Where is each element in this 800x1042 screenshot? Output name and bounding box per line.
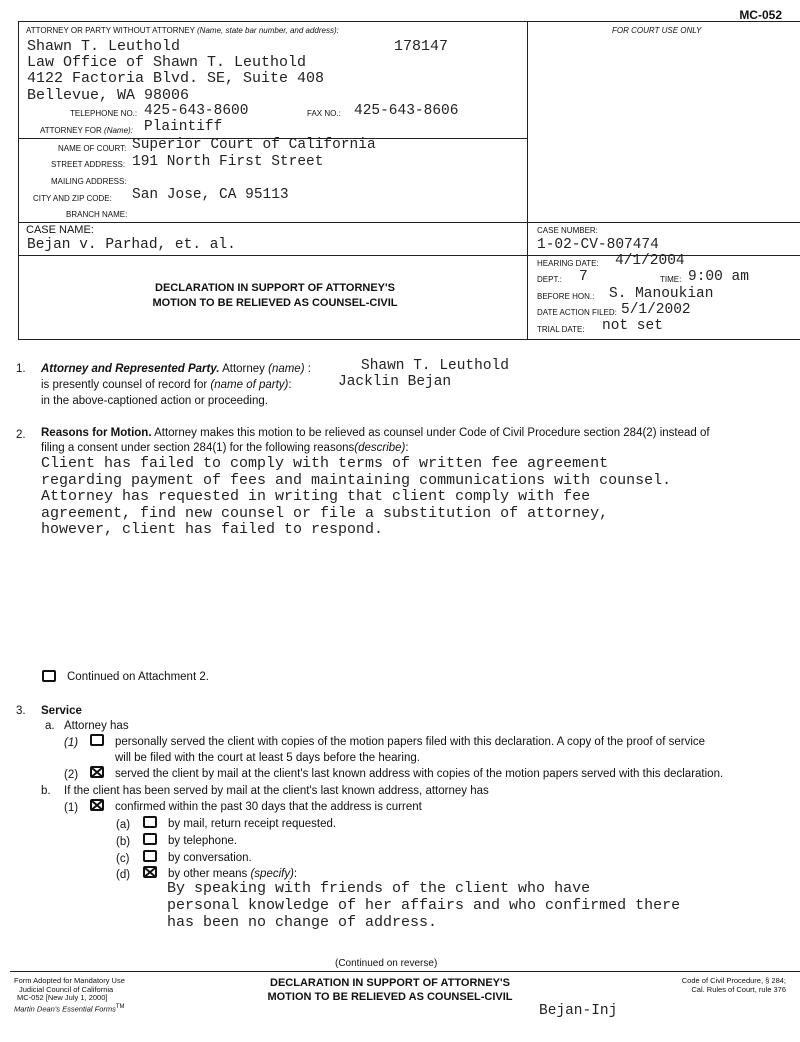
document-stamp: Bejan-Inj — [539, 1003, 618, 1019]
section-3bd-text: by other means (specify): — [168, 868, 298, 880]
section-3bc-text: by conversation. — [168, 852, 252, 864]
address-confirmed-checkbox[interactable] — [90, 799, 104, 811]
section-3b1-text: confirmed within the past 30 days that the address is current — [115, 801, 422, 813]
section-1-number: 1. — [16, 363, 26, 375]
by-other-means-checkbox[interactable] — [143, 866, 157, 878]
section-3bb-text: by telephone. — [168, 835, 238, 847]
section-1-party-name: Jacklin Bejan — [338, 374, 452, 390]
firm-name: Law Office of Shawn T. Leuthold — [27, 54, 307, 71]
section-3b-label: b. — [41, 785, 51, 797]
attorney-for-label: ATTORNEY FOR (Name): — [40, 126, 133, 135]
by-mail-checkbox[interactable] — [143, 816, 157, 828]
continued-checkbox[interactable] — [42, 670, 56, 682]
section-1-line-3: in the above-captioned action or proceeding. — [41, 395, 268, 407]
section-3bd-number: (d) — [116, 869, 131, 881]
attorney-name: Shawn T. Leuthold — [27, 38, 181, 55]
section-3a2-text: served the client by mail at the client's last known address with copies of the motion papers served with this declaration. — [115, 768, 724, 780]
continued-on-reverse: (Continued on reverse) — [335, 958, 438, 969]
hearing-date-value: 4/1/2004 — [615, 253, 685, 269]
case-name-value: Bejan v. Parhad, et. al. — [27, 237, 236, 253]
address-line-1: 4122 Factoria Blvd. SE, Suite 408 — [27, 70, 325, 87]
attorney-label: ATTORNEY OR PARTY WITHOUT ATTORNEY (Name, state bar number, and address): — [26, 26, 339, 35]
branch-label: BRANCH NAME: — [66, 210, 128, 219]
section-3-heading: Service — [41, 705, 82, 717]
street-value: 191 North First Street — [132, 154, 324, 170]
section-1-line-1: Attorney and Represented Party. Attorney (name) : — [41, 363, 311, 375]
section-1-line-2: is presently counsel of record for (name of party): — [41, 379, 292, 391]
section-2-number: 2. — [16, 429, 26, 441]
trial-date-label: TRIAL DATE: — [537, 325, 585, 334]
section-3bc-number: (c) — [116, 853, 130, 865]
section-3a-label: a. — [45, 720, 55, 732]
continued-label: Continued on Attachment 2. — [67, 671, 209, 683]
section-3a-text: Attorney has — [64, 720, 129, 732]
date-filed-value: 5/1/2002 — [621, 302, 691, 318]
time-label: TIME: — [660, 275, 682, 284]
street-label: STREET ADDRESS: — [51, 160, 126, 169]
form-code: MC-052 — [739, 8, 782, 22]
section-2-line-2: filing a consent under section 284(1) for the following reasons(describe): — [41, 442, 409, 454]
personal-service-checkbox[interactable] — [90, 734, 104, 746]
dept-value: 7 — [579, 269, 588, 285]
case-name-label: CASE NAME: — [26, 224, 94, 236]
section-1-attorney-name: Shawn T. Leuthold — [361, 358, 509, 374]
section-3a2-number: (2) — [64, 769, 79, 781]
section-3ba-number: (a) — [116, 819, 131, 831]
section-2-reasons: Client has failed to comply with terms of written fee agreement regarding payment of fees and maintaining communications with counsel. Attorney has requested in writing that client comply with fee agreement, find new counsel or file a substitution of attorney, however, client has failed to respond. — [41, 455, 672, 538]
form-title: DECLARATION IN SUPPORT OF ATTORNEY'S MOTION TO BE RELIEVED AS COUNSEL-CIVIL — [152, 282, 398, 309]
section-3a1-number: (1) — [64, 737, 79, 749]
by-conversation-checkbox[interactable] — [143, 850, 157, 862]
case-number-label: CASE NUMBER: — [537, 226, 598, 235]
mailing-label: MAILING ADDRESS: — [51, 177, 127, 186]
before-hon-label: BEFORE HON.: — [537, 292, 595, 301]
section-3b-text: If the client has been served by mail at the client's last known address, attorney has — [64, 785, 489, 797]
trial-date-value: not set — [602, 318, 663, 334]
mail-service-checkbox[interactable] — [90, 766, 104, 778]
city-label: CITY AND ZIP CODE: — [33, 194, 112, 203]
court-name-label: NAME OF COURT: — [58, 144, 127, 153]
section-3-number: 3. — [16, 705, 26, 717]
other-means-text: By speaking with friends of the client who have personal knowledge of her affairs and who confirmed there has been no change of address. — [167, 880, 681, 931]
city-value: San Jose, CA 95113 — [132, 187, 289, 203]
bar-number: 178147 — [394, 38, 449, 55]
court-use-label: FOR COURT USE ONLY — [612, 26, 702, 35]
telephone-label: TELEPHONE NO.: — [70, 109, 138, 118]
footer-title: DECLARATION IN SUPPORT OF ATTORNEY'S MOTION TO BE RELIEVED AS COUNSEL-CIVIL — [267, 977, 513, 1003]
time-value: 9:00 am — [688, 269, 749, 285]
by-telephone-checkbox[interactable] — [143, 833, 157, 845]
section-2-line-1: Reasons for Motion. Attorney makes this motion to be relieved as counsel under Code of Civil Procedure section 284(2) instead of — [41, 427, 710, 439]
attorney-for-value: Plaintiff — [144, 119, 223, 135]
date-filed-label: DATE ACTION FILED: — [537, 308, 617, 317]
address-line-2: Bellevue, WA 98006 — [27, 87, 190, 104]
fax-label: FAX NO.: — [307, 109, 341, 118]
hearing-date-label: HEARING DATE: — [537, 259, 599, 268]
section-3a1-text-1: personally served the client with copies of the motion papers filed with this declaration. A copy of the proof of service — [115, 736, 706, 748]
form-adoption-notice: Form Adopted for Mandatory Use Judicial Council of California MC-052 [New July 1, 2000] Martin Dean's Essential Forms™ — [14, 976, 125, 1013]
section-3ba-text: by mail, return receipt requested. — [168, 818, 337, 830]
section-3b1-number: (1) — [64, 802, 79, 814]
dept-label: DEPT.: — [537, 275, 562, 284]
section-3a1-text-2: will be filed with the court at least 5 days before the hearing. — [115, 752, 420, 764]
court-name-value: Superior Court of California — [132, 137, 376, 153]
code-citation: Code of Civil Procedure, § 284; Cal. Rules of Court, rule 376 — [681, 976, 786, 994]
before-hon-value: S. Manoukian — [609, 286, 714, 302]
telephone-value: 425-643-8600 — [144, 103, 249, 119]
fax-value: 425-643-8606 — [354, 103, 459, 119]
case-number-value: 1-02-CV-807474 — [537, 237, 659, 253]
section-3bb-number: (b) — [116, 836, 131, 848]
